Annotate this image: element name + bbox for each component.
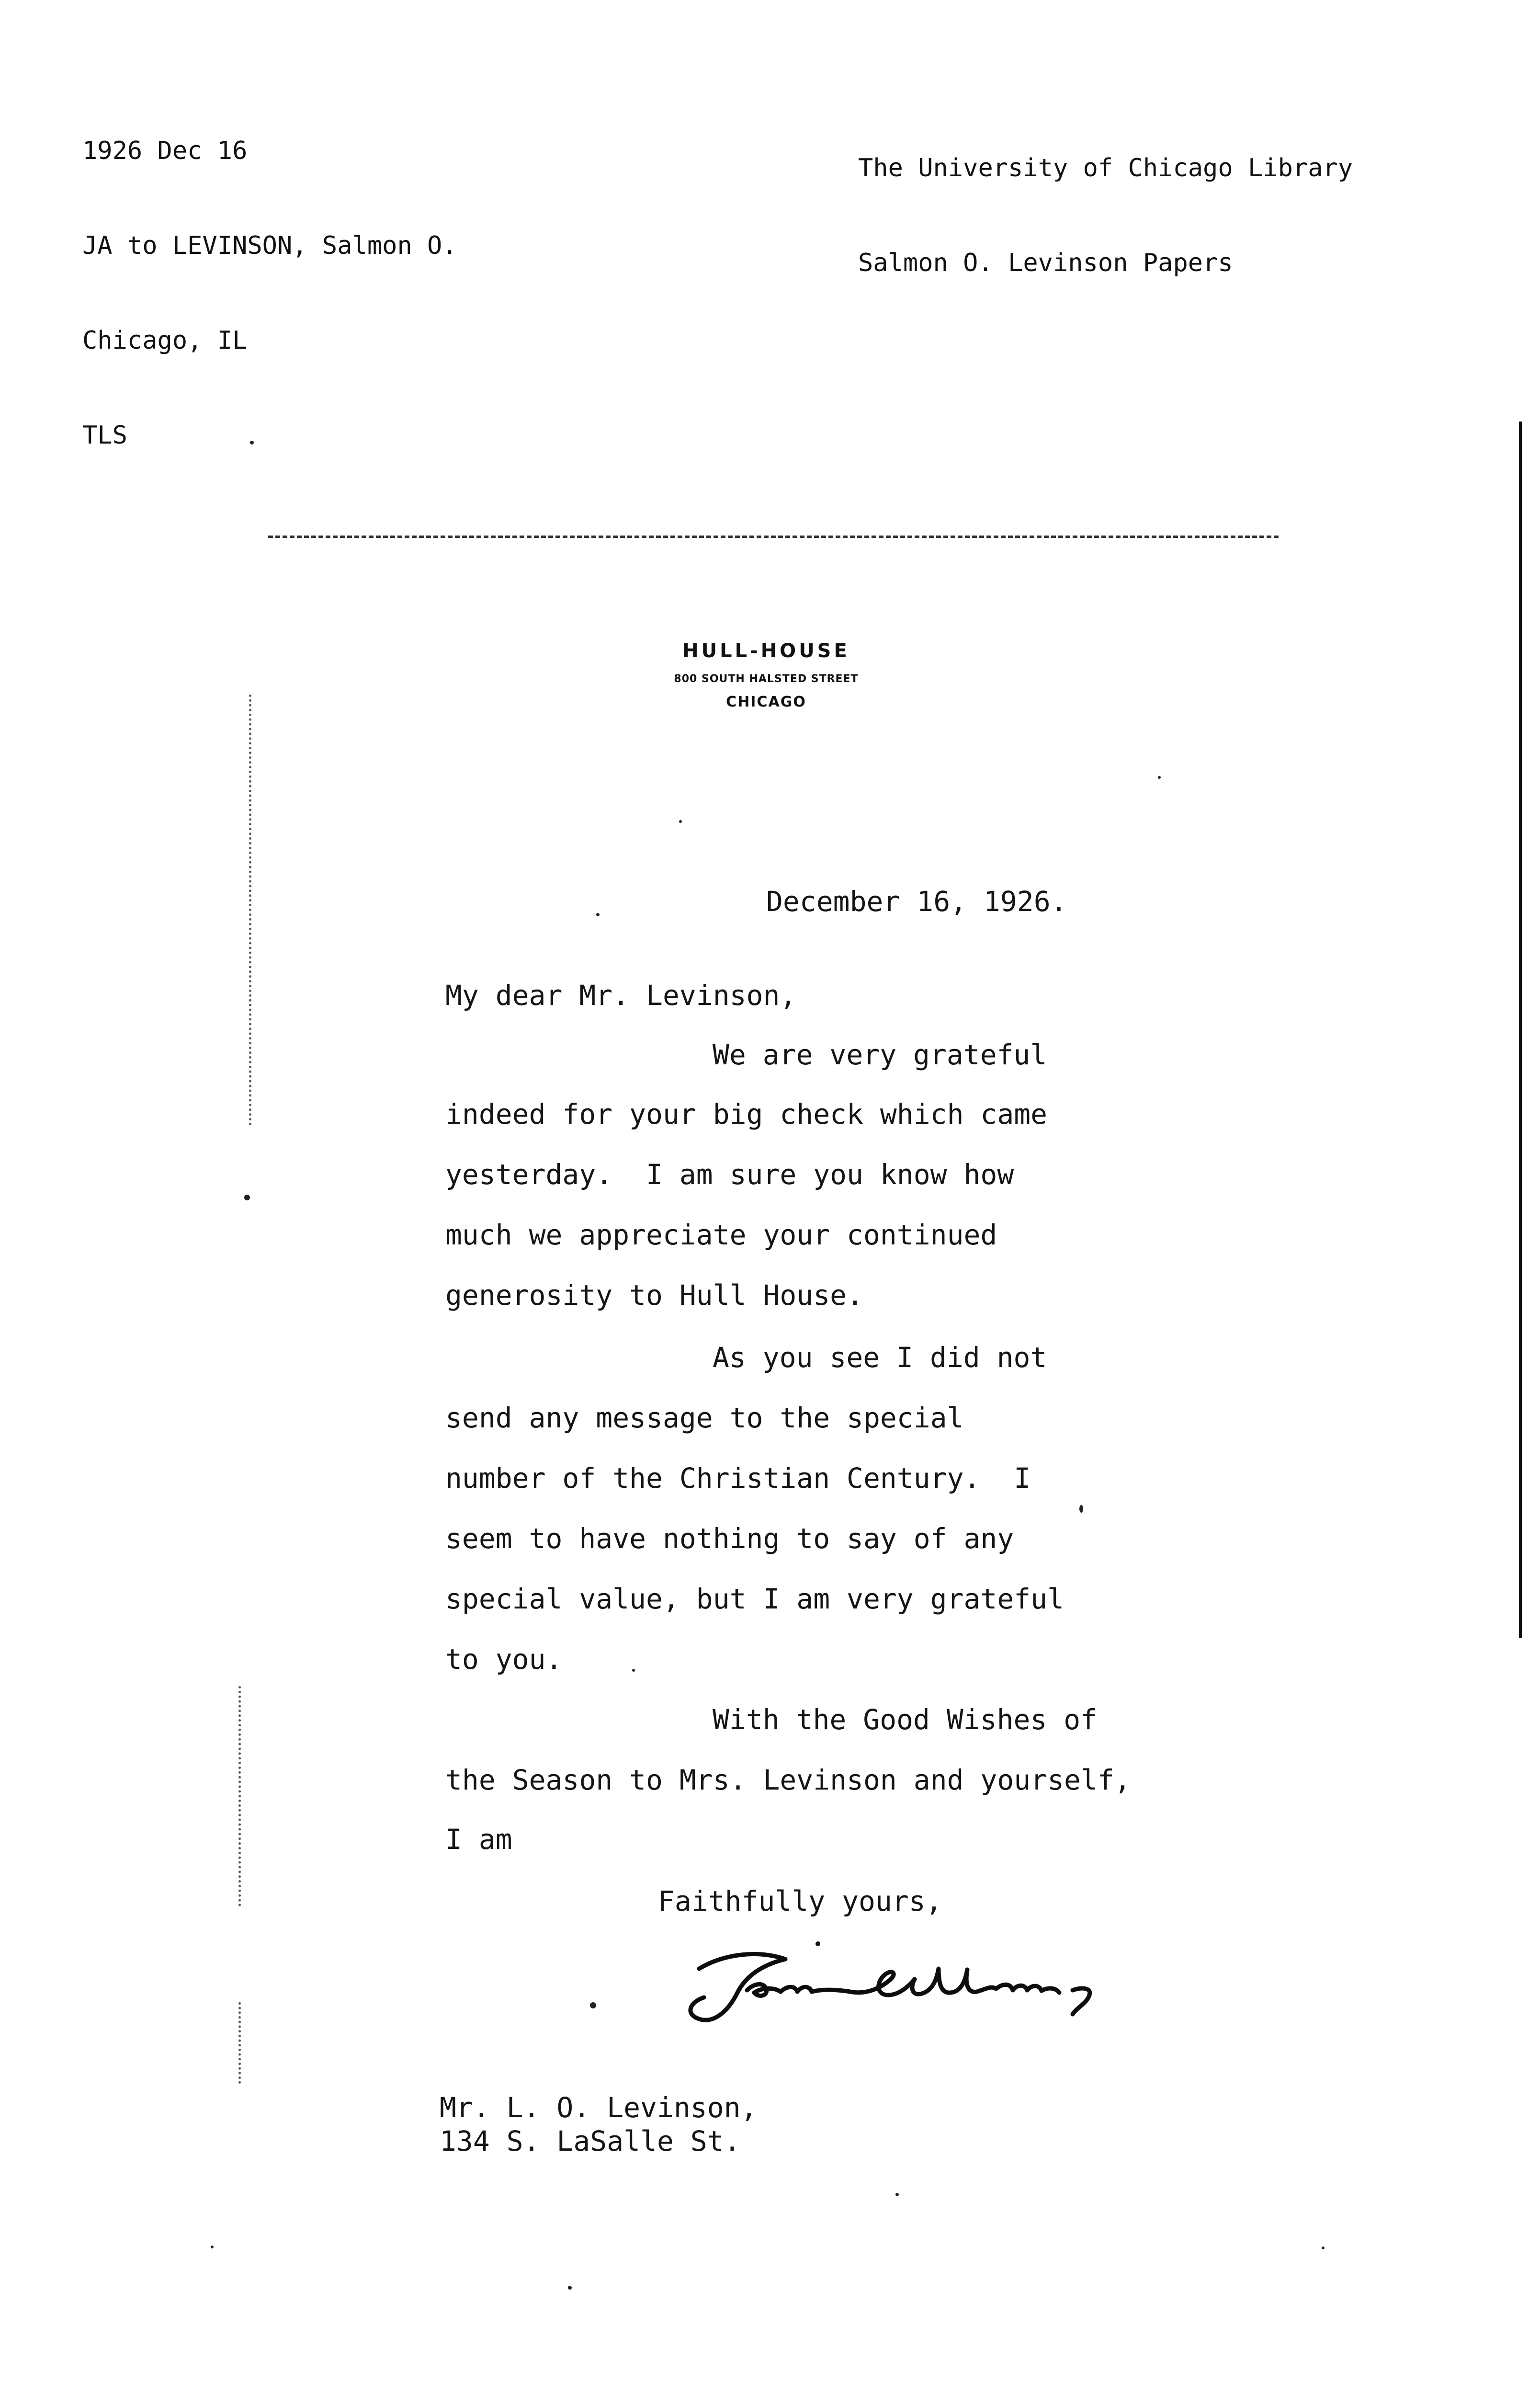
letter-closing: Faithfully yours, xyxy=(658,1885,942,1917)
archive-library: The University of Chicago Library xyxy=(858,154,1353,182)
letter-line: the Season to Mrs. Levinson and yourself, xyxy=(445,1764,1131,1796)
catalog-place: Chicago, IL xyxy=(82,326,248,355)
scan-speck xyxy=(1079,1505,1083,1513)
letter-salutation: My dear Mr. Levinson, xyxy=(445,979,797,1012)
letter-line: number of the Christian Century. I xyxy=(445,1462,1031,1494)
letter-date: December 16, 1926. xyxy=(766,885,1067,918)
letter-line: indeed for your big check which came xyxy=(445,1098,1048,1130)
archive-collection: Salmon O. Levinson Papers xyxy=(858,249,1233,277)
letter-line: special value, but I am very grateful xyxy=(445,1583,1064,1615)
scan-speck xyxy=(895,2193,899,2196)
scan-edge-right xyxy=(1519,422,1522,1638)
letter-line: We are very grateful xyxy=(713,1038,1047,1071)
catalog-correspondence: JA to LEVINSON, Salmon O. xyxy=(82,231,457,260)
letter-line: yesterday. I am sure you know how xyxy=(445,1158,1014,1191)
letter-line: As you see I did not xyxy=(713,1341,1047,1374)
recipient-name: Mr. L. O. Levinson, xyxy=(440,2091,758,2124)
scan-speck xyxy=(244,1195,250,1200)
letterhead-city: CHICAGO xyxy=(726,694,806,710)
archive-header xyxy=(858,89,1353,342)
scan-speck xyxy=(596,913,600,916)
letterhead-street: 800 SOUTH HALSTED STREET xyxy=(674,673,859,685)
letter-line: generosity to Hull House. xyxy=(445,1279,863,1312)
scan-edge-left-lower xyxy=(238,1686,241,1906)
signature-image xyxy=(666,1935,1135,2031)
scan-speck xyxy=(679,820,682,823)
letter-line: much we appreciate your continued xyxy=(445,1219,997,1251)
letter-line: to you. xyxy=(445,1643,563,1676)
scan-speck xyxy=(1158,776,1161,779)
letter-line: With the Good Wishes of xyxy=(713,1703,1098,1736)
recipient-address: 134 S. LaSalle St. xyxy=(440,2125,741,2157)
scan-speck xyxy=(1322,2247,1325,2249)
scan-speck xyxy=(590,2002,596,2008)
page-edge-line xyxy=(268,536,1279,538)
scan-speck xyxy=(211,2246,214,2248)
catalog-header xyxy=(82,72,457,514)
scan-speck xyxy=(568,2286,572,2290)
catalog-type: TLS xyxy=(82,421,127,450)
catalog-date: 1926 Dec 16 xyxy=(82,137,248,165)
scan-speck xyxy=(250,441,254,445)
letter-line: seem to have nothing to say of any xyxy=(445,1522,1014,1555)
letter-line: I am xyxy=(445,1823,512,1856)
letterhead-organization: HULL-HOUSE xyxy=(682,640,850,662)
letter-line: send any message to the special xyxy=(445,1402,964,1434)
scan-edge-left-bottom xyxy=(238,2002,241,2084)
scan-speck xyxy=(632,1669,635,1672)
scan-edge-left xyxy=(249,695,251,1126)
